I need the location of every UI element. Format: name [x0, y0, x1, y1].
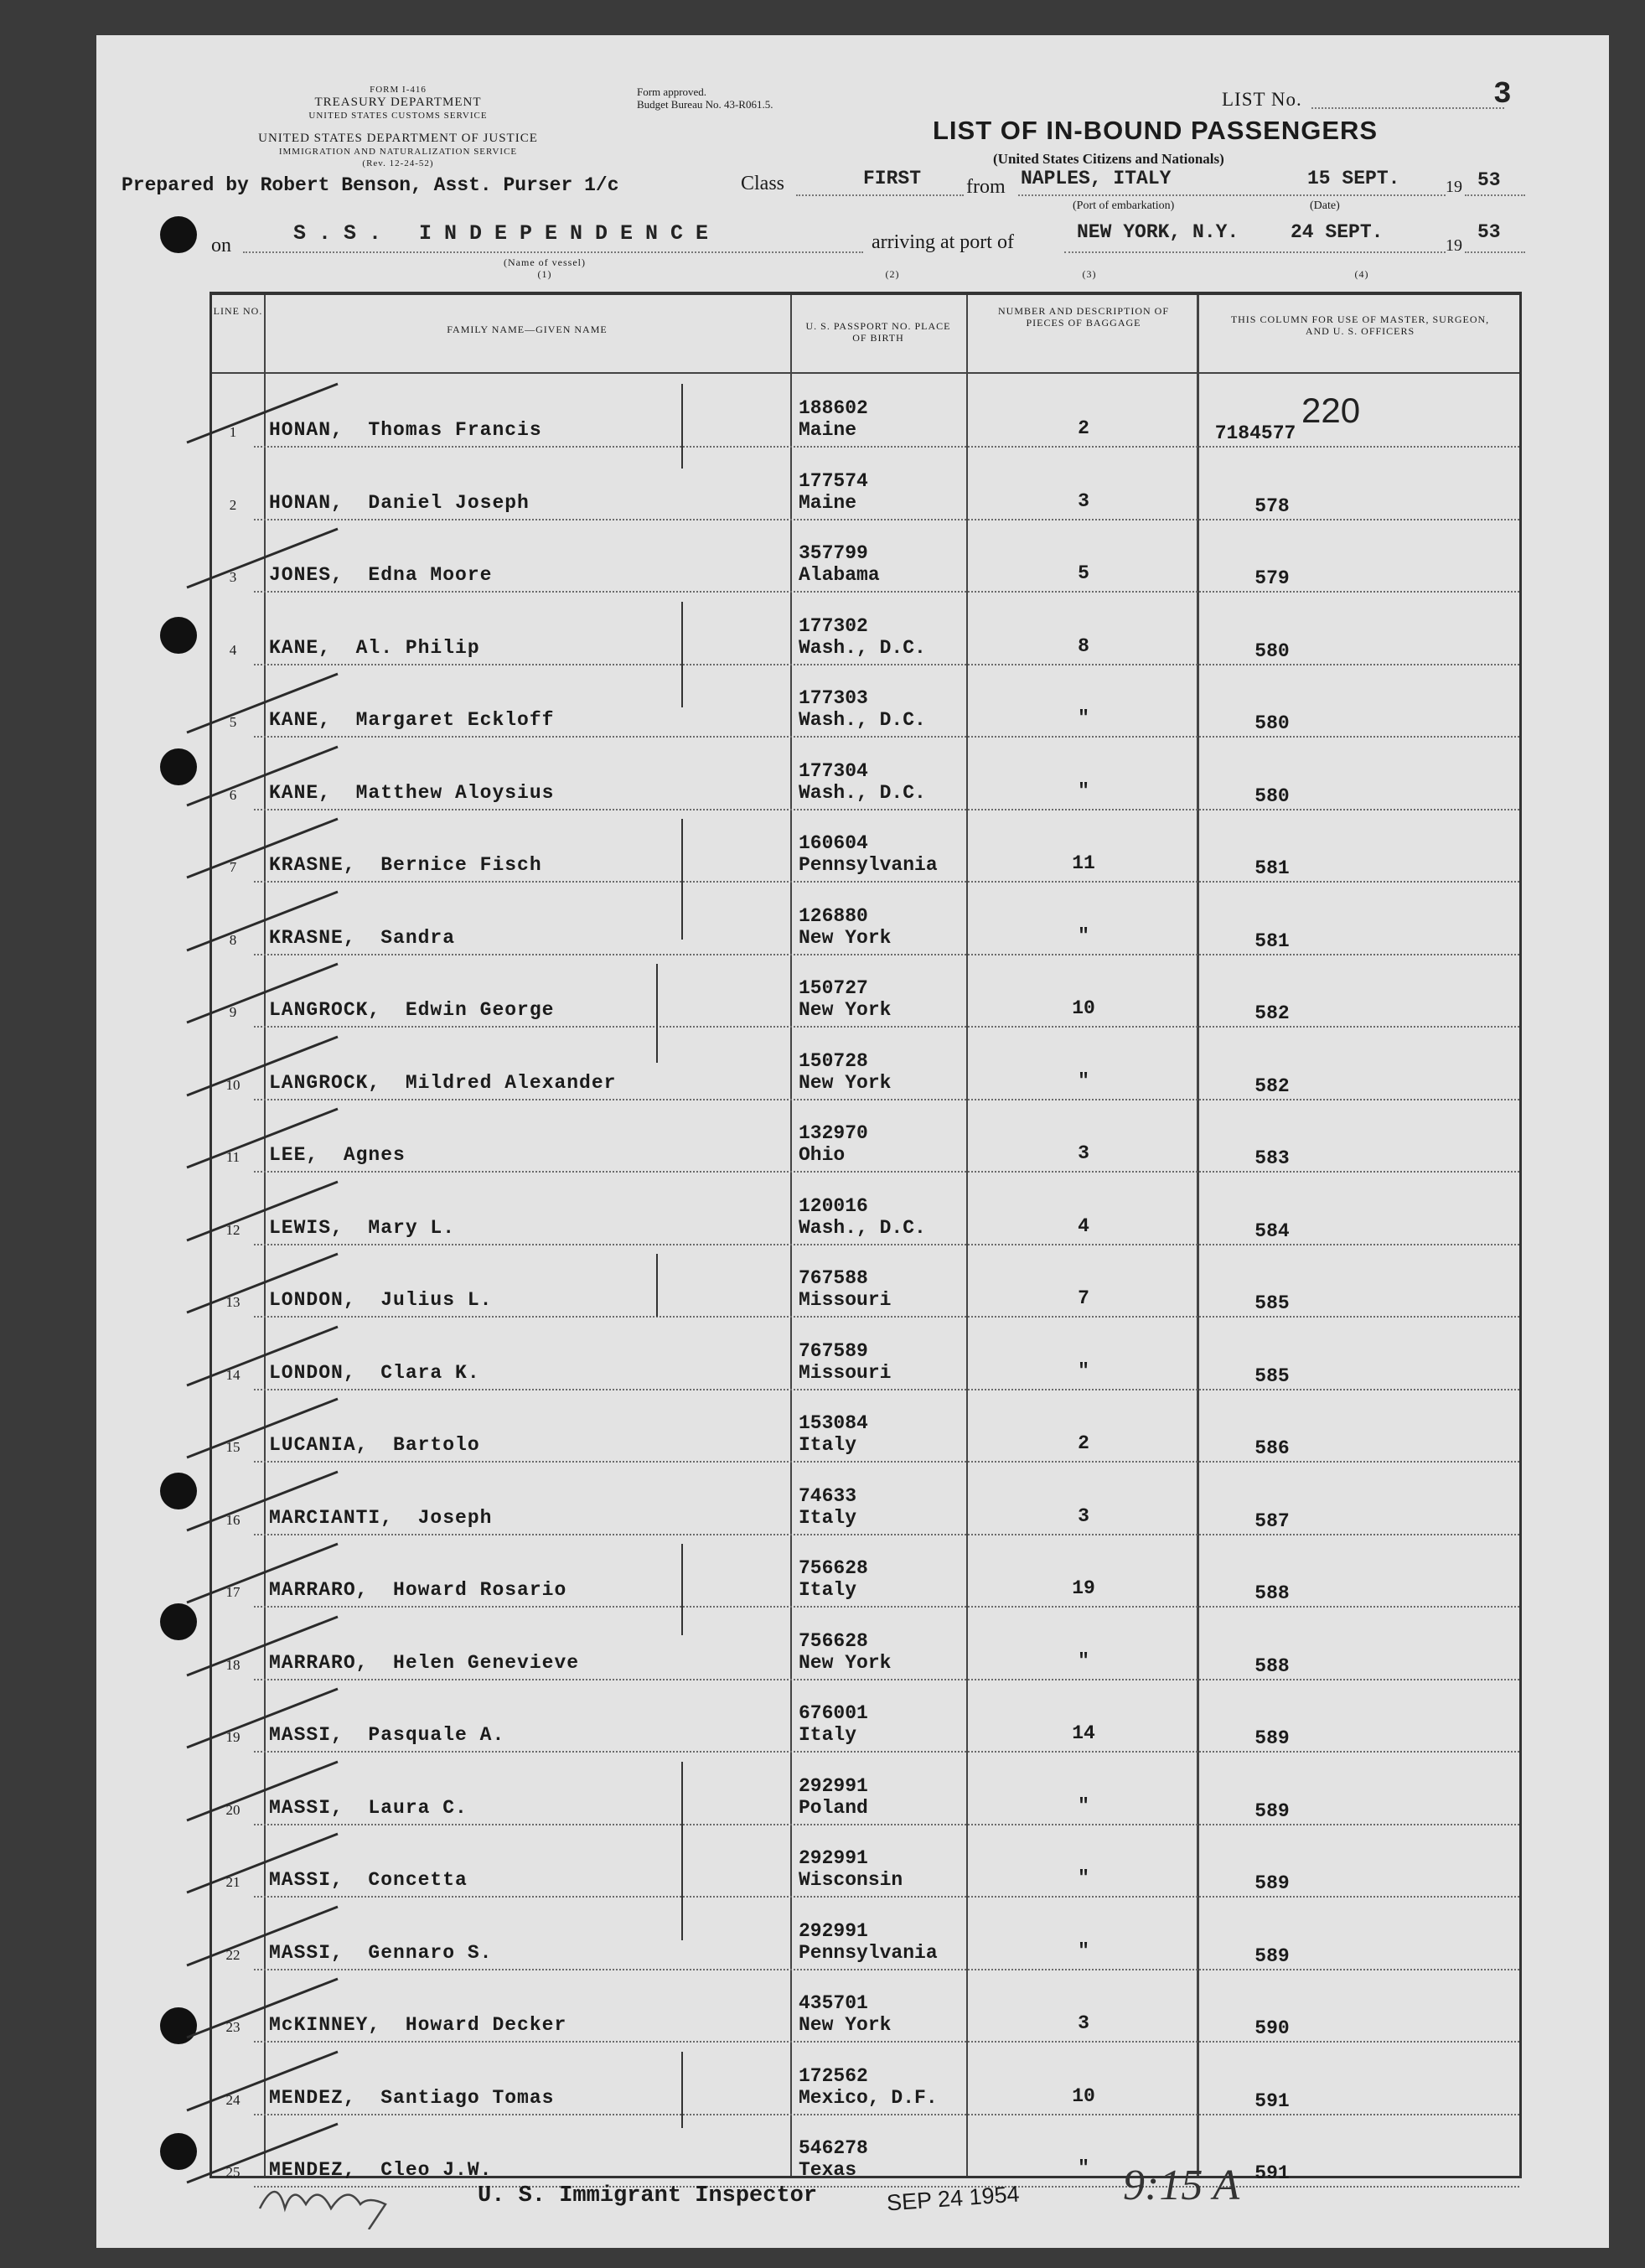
line-number: 24 — [225, 2091, 241, 2108]
place-of-birth: New York — [799, 2014, 892, 2036]
baggage-count: 3 — [1078, 1142, 1089, 1164]
passenger-table — [210, 292, 1522, 2184]
line-number: 1 — [229, 424, 237, 440]
port-of-embarkation-caption: (Port of embarkation) — [1073, 199, 1175, 212]
header-officers: THIS COLUMN FOR USE OF MASTER, SURGEON, AND U. S. OFFICERS — [1230, 313, 1490, 337]
table-row — [212, 1535, 1519, 1608]
table-row — [212, 1318, 1519, 1390]
officer-note: 7184577 — [1214, 422, 1296, 444]
officer-note: 584 — [1254, 1219, 1290, 1242]
officer-note: 591 — [1254, 2089, 1290, 2112]
passport-number: 292991 — [799, 1774, 868, 1797]
officer-note: 589 — [1254, 1799, 1290, 1822]
baggage-count: " — [1078, 707, 1089, 729]
prepared-by: Prepared by Robert Benson, Asst. Purser 1/c — [122, 174, 619, 196]
dept-line-3: (Rev. 12-24-52) — [362, 158, 434, 168]
punch-hole — [160, 216, 197, 253]
line-number: 17 — [225, 1584, 241, 1600]
table-row — [212, 1898, 1519, 1970]
officer-note: 585 — [1254, 1292, 1290, 1314]
baggage-count: 3 — [1078, 2012, 1089, 2034]
officer-note: 581 — [1254, 857, 1290, 879]
officer-note: 590 — [1254, 2017, 1290, 2039]
column-caption-2: (2) — [885, 268, 900, 280]
embarkation-date: 15 SEPT. — [1307, 168, 1400, 189]
line-number: 25 — [225, 2164, 241, 2180]
vessel-leader — [243, 251, 863, 253]
class-value: FIRST — [863, 168, 922, 189]
baggage-count: 5 — [1078, 562, 1089, 584]
baggage-count: 8 — [1078, 634, 1089, 657]
class-label: Class — [741, 173, 785, 194]
place-of-birth: Ohio — [799, 1144, 846, 1166]
passenger-name: MARRARO, Helen Genevieve — [269, 1651, 580, 1674]
passenger-name: LUCANIA, Bartolo — [269, 1434, 480, 1456]
line-number: 14 — [225, 1366, 241, 1383]
baggage-count: " — [1078, 2157, 1089, 2179]
officer-note: 581 — [1254, 929, 1290, 952]
table-row — [212, 375, 1519, 448]
passenger-name: KRASNE, Bernice Fisch — [269, 854, 542, 876]
place-of-birth: Texas — [799, 2159, 857, 2181]
officer-note: 580 — [1254, 639, 1290, 662]
place-of-birth: Maine — [799, 419, 857, 441]
passenger-name: LEWIS, Mary L. — [269, 1216, 456, 1239]
passport-number: 177303 — [799, 687, 868, 709]
passenger-name: McKINNEY, Howard Decker — [269, 2014, 567, 2036]
passport-number: 756628 — [799, 1557, 868, 1579]
place-of-birth: Wash., D.C. — [799, 709, 926, 731]
from-leader — [1018, 194, 1446, 196]
officer-note: 591 — [1254, 2162, 1290, 2184]
line-number: 9 — [229, 1004, 237, 1020]
passport-number: 177302 — [799, 614, 868, 637]
officer-note: 589 — [1254, 1872, 1290, 1894]
arriving-label: arriving at port of — [872, 231, 1014, 253]
year-leader-1 — [1465, 194, 1525, 196]
place-of-birth: Pennsylvania — [799, 854, 938, 876]
place-of-birth: Italy — [799, 1579, 857, 1601]
baggage-count: 4 — [1078, 1214, 1089, 1237]
passport-number: 188602 — [799, 397, 868, 419]
line-number: 4 — [229, 641, 237, 658]
baggage-count: " — [1078, 1939, 1089, 1962]
table-row — [212, 1608, 1519, 1680]
passenger-name: KANE, Margaret Eckloff — [269, 709, 555, 731]
passport-number: 767588 — [799, 1267, 868, 1289]
passenger-name: MENDEZ, Santiago Tomas — [269, 2086, 555, 2109]
passport-number: 435701 — [799, 1992, 868, 2014]
officer-note: 588 — [1254, 1582, 1290, 1604]
passport-number: 126880 — [799, 904, 868, 927]
passport-number: 132970 — [799, 1122, 868, 1144]
passenger-name: MENDEZ, Cleo J.W. — [269, 2159, 493, 2181]
inspection-stamp-date: SEP 24 1954 — [886, 2181, 1021, 2216]
table-row — [212, 665, 1519, 738]
passport-number: 120016 — [799, 1194, 868, 1217]
place-of-birth: Wisconsin — [799, 1869, 903, 1891]
baggage-count: 2 — [1078, 1432, 1089, 1454]
baggage-count: " — [1078, 1649, 1089, 1672]
passport-number: 676001 — [799, 1702, 868, 1724]
passenger-name: LANGROCK, Mildred Alexander — [269, 1071, 617, 1094]
line-number: 18 — [225, 1656, 241, 1673]
line-number: 23 — [225, 2019, 241, 2035]
punch-hole — [160, 2133, 197, 2170]
passport-number: 153084 — [799, 1412, 868, 1434]
signature-icon — [251, 2171, 444, 2229]
table-row — [212, 738, 1519, 810]
arrival-year: 53 — [1477, 221, 1501, 243]
place-of-birth: Italy — [799, 1434, 857, 1456]
place-of-birth: Italy — [799, 1724, 857, 1746]
place-of-birth: New York — [799, 926, 892, 949]
on-label: on — [211, 235, 231, 256]
from-label: from — [966, 176, 1006, 198]
officer-note: 578 — [1254, 495, 1290, 517]
table-row — [212, 2043, 1519, 2115]
passenger-name: HONAN, Thomas Francis — [269, 419, 542, 441]
date-caption: (Date) — [1310, 199, 1340, 212]
embarkation-port: NAPLES, ITALY — [1021, 168, 1172, 189]
agency-line-1: TREASURY DEPARTMENT — [314, 96, 482, 109]
table-row — [212, 955, 1519, 1028]
officer-note: 589 — [1254, 1727, 1290, 1749]
passenger-name: LANGROCK, Edwin George — [269, 999, 555, 1021]
passenger-name: HONAN, Daniel Joseph — [269, 491, 530, 514]
list-number-leader — [1311, 107, 1504, 109]
line-number: 8 — [229, 931, 237, 948]
table-row — [212, 1245, 1519, 1318]
officer-note: 586 — [1254, 1437, 1290, 1459]
passport-number: 292991 — [799, 1847, 868, 1869]
officer-note: 583 — [1254, 1147, 1290, 1169]
vessel-caption: (Name of vessel) — [504, 256, 586, 268]
baggage-count: 3 — [1078, 489, 1089, 512]
agency-line-2: UNITED STATES CUSTOMS SERVICE — [308, 111, 488, 121]
passport-number: 756628 — [799, 1629, 868, 1652]
table-row — [212, 1753, 1519, 1825]
baggage-count: 11 — [1072, 852, 1095, 874]
baggage-count: 2 — [1078, 417, 1089, 439]
list-number: 3 — [1493, 77, 1512, 111]
passenger-name: KRASNE, Sandra — [269, 926, 456, 949]
passenger-name: LEE, Agnes — [269, 1144, 406, 1166]
line-number: 6 — [229, 786, 237, 803]
officer-handwritten-note: 220 — [1301, 391, 1361, 430]
line-number: 21 — [225, 1874, 241, 1890]
officer-note: 587 — [1254, 1509, 1290, 1532]
punch-hole — [160, 2007, 197, 2044]
passport-number: 172562 — [799, 2064, 868, 2087]
table-row — [212, 1680, 1519, 1753]
year-prefix-2: 19 — [1446, 236, 1462, 255]
baggage-count: " — [1078, 779, 1089, 802]
line-number: 5 — [229, 714, 237, 730]
place-of-birth: Maine — [799, 491, 857, 514]
place-of-birth: Mexico, D.F. — [799, 2086, 938, 2109]
officer-note: 582 — [1254, 1002, 1290, 1024]
arrival-leader — [1064, 251, 1446, 253]
place-of-birth: Wash., D.C. — [799, 636, 926, 659]
inspector-label: U. S. Immigrant Inspector — [478, 2183, 818, 2208]
officer-note: 589 — [1254, 1944, 1290, 1967]
baggage-count: " — [1078, 1794, 1089, 1817]
dept-line-2: IMMIGRATION AND NATURALIZATION SERVICE — [278, 147, 518, 157]
manifest-title: LIST OF IN-BOUND PASSENGERS — [933, 116, 1379, 145]
column-caption-1: (1) — [537, 268, 552, 280]
place-of-birth: Pennsylvania — [799, 1941, 938, 1964]
table-row — [212, 1173, 1519, 1245]
year-leader-2 — [1465, 251, 1525, 253]
officer-note: 580 — [1254, 712, 1290, 734]
line-number: 2 — [229, 496, 237, 513]
officer-note: 588 — [1254, 1654, 1290, 1677]
place-of-birth: Wash., D.C. — [799, 781, 926, 804]
place-of-birth: Missouri — [799, 1289, 892, 1311]
line-number: 20 — [225, 1801, 241, 1818]
passenger-name: MASSI, Gennaro S. — [269, 1941, 493, 1964]
inspection-time: 9:15 A — [1123, 2162, 1240, 2209]
passenger-name: MASSI, Concetta — [269, 1869, 468, 1891]
table-row — [212, 810, 1519, 883]
baggage-count: " — [1078, 1069, 1089, 1092]
passenger-name: KANE, Matthew Aloysius — [269, 781, 555, 804]
passenger-name: MARRARO, Howard Rosario — [269, 1579, 567, 1601]
place-of-birth: New York — [799, 1071, 892, 1094]
approval-line-1: Form approved. — [637, 85, 707, 98]
arrival-port: NEW YORK, N.Y. — [1077, 221, 1239, 243]
baggage-count: " — [1078, 1867, 1089, 1889]
line-number: 15 — [225, 1439, 241, 1455]
passport-number: 767589 — [799, 1339, 868, 1362]
table-row — [212, 1825, 1519, 1898]
passenger-name: LONDON, Julius L. — [269, 1289, 493, 1311]
column-caption-3: (3) — [1082, 268, 1097, 280]
form-number: FORM I-416 — [370, 85, 427, 95]
baggage-count: 7 — [1078, 1287, 1089, 1309]
place-of-birth: Poland — [799, 1796, 868, 1819]
passenger-name: LONDON, Clara K. — [269, 1361, 480, 1384]
signature-scrawl — [251, 2171, 444, 2229]
table-row — [212, 883, 1519, 955]
punch-hole — [160, 748, 197, 785]
passenger-name: MASSI, Laura C. — [269, 1796, 468, 1819]
place-of-birth: Alabama — [799, 564, 880, 586]
list-number-label: LIST No. — [1222, 89, 1302, 110]
passport-number: 292991 — [799, 1919, 868, 1942]
punch-hole — [160, 1603, 197, 1640]
punch-hole — [160, 617, 197, 654]
header-baggage: NUMBER AND DESCRIPTION OF PIECES OF BAGGAGE — [997, 305, 1170, 329]
header-name: FAMILY NAME—GIVEN NAME — [447, 324, 608, 335]
passport-number: 177304 — [799, 759, 868, 782]
baggage-count: 3 — [1078, 1504, 1089, 1527]
line-number: 19 — [225, 1729, 241, 1745]
place-of-birth: New York — [799, 1651, 892, 1674]
passenger-name: KANE, Al. Philip — [269, 636, 480, 659]
line-number: 12 — [225, 1221, 241, 1238]
passport-number: 160604 — [799, 832, 868, 854]
place-of-birth: Missouri — [799, 1361, 892, 1384]
line-number: 3 — [229, 569, 237, 585]
passenger-name: MASSI, Pasquale A. — [269, 1724, 505, 1746]
passport-number: 150728 — [799, 1049, 868, 1072]
year-prefix-1: 19 — [1446, 178, 1462, 196]
table-row — [212, 1390, 1519, 1463]
tally-mark — [656, 1254, 658, 1317]
officer-note: 579 — [1254, 567, 1290, 589]
passport-number: 177574 — [799, 469, 868, 492]
table-row — [212, 1970, 1519, 2043]
table-row — [212, 448, 1519, 520]
baggage-count: 10 — [1072, 997, 1095, 1019]
baggage-count: 19 — [1072, 1577, 1095, 1599]
baggage-count: 14 — [1072, 1722, 1095, 1744]
vessel-name: S.S. INDEPENDENCE — [293, 221, 722, 246]
baggage-count: " — [1078, 1359, 1089, 1382]
officer-note: 580 — [1254, 784, 1290, 807]
table-row — [212, 1028, 1519, 1100]
dept-line-1: UNITED STATES DEPARTMENT OF JUSTICE — [258, 132, 538, 145]
header-rule — [212, 372, 1519, 374]
header-line-no: LINE NO. — [213, 305, 263, 317]
punch-hole — [160, 1473, 197, 1509]
line-number: 11 — [225, 1149, 241, 1165]
place-of-birth: Wash., D.C. — [799, 1216, 926, 1239]
passport-number: 546278 — [799, 2137, 868, 2159]
line-number: 16 — [225, 1511, 241, 1528]
place-of-birth: Italy — [799, 1506, 857, 1529]
arrival-date: 24 SEPT. — [1291, 221, 1384, 243]
table-row — [212, 1100, 1519, 1173]
class-leader — [796, 194, 964, 196]
officer-note: 585 — [1254, 1364, 1290, 1387]
header-passport: U. S. PASSPORT NO. PLACE OF BIRTH — [805, 320, 951, 344]
passenger-name: JONES, Edna Moore — [269, 564, 493, 586]
embarkation-year: 53 — [1477, 169, 1501, 191]
line-number: 10 — [225, 1076, 241, 1093]
officer-note: 582 — [1254, 1074, 1290, 1097]
passport-number: 74633 — [799, 1484, 857, 1507]
column-caption-4: (4) — [1354, 268, 1369, 280]
line-number: 13 — [225, 1294, 241, 1310]
approval-line-2: Budget Bureau No. 43-R061.5. — [637, 98, 773, 111]
line-number: 7 — [229, 859, 237, 875]
baggage-count: 10 — [1072, 2084, 1095, 2107]
table-row — [212, 593, 1519, 665]
passport-number: 150727 — [799, 977, 868, 999]
passenger-name: MARCIANTI, Joseph — [269, 1506, 493, 1529]
table-row — [212, 1463, 1519, 1535]
passport-number: 357799 — [799, 542, 868, 564]
line-number: 22 — [225, 1946, 241, 1963]
table-row — [212, 520, 1519, 593]
baggage-count: " — [1078, 924, 1089, 947]
manifest-subtitle: (United States Citizens and Nationals) — [993, 151, 1224, 167]
place-of-birth: New York — [799, 999, 892, 1021]
